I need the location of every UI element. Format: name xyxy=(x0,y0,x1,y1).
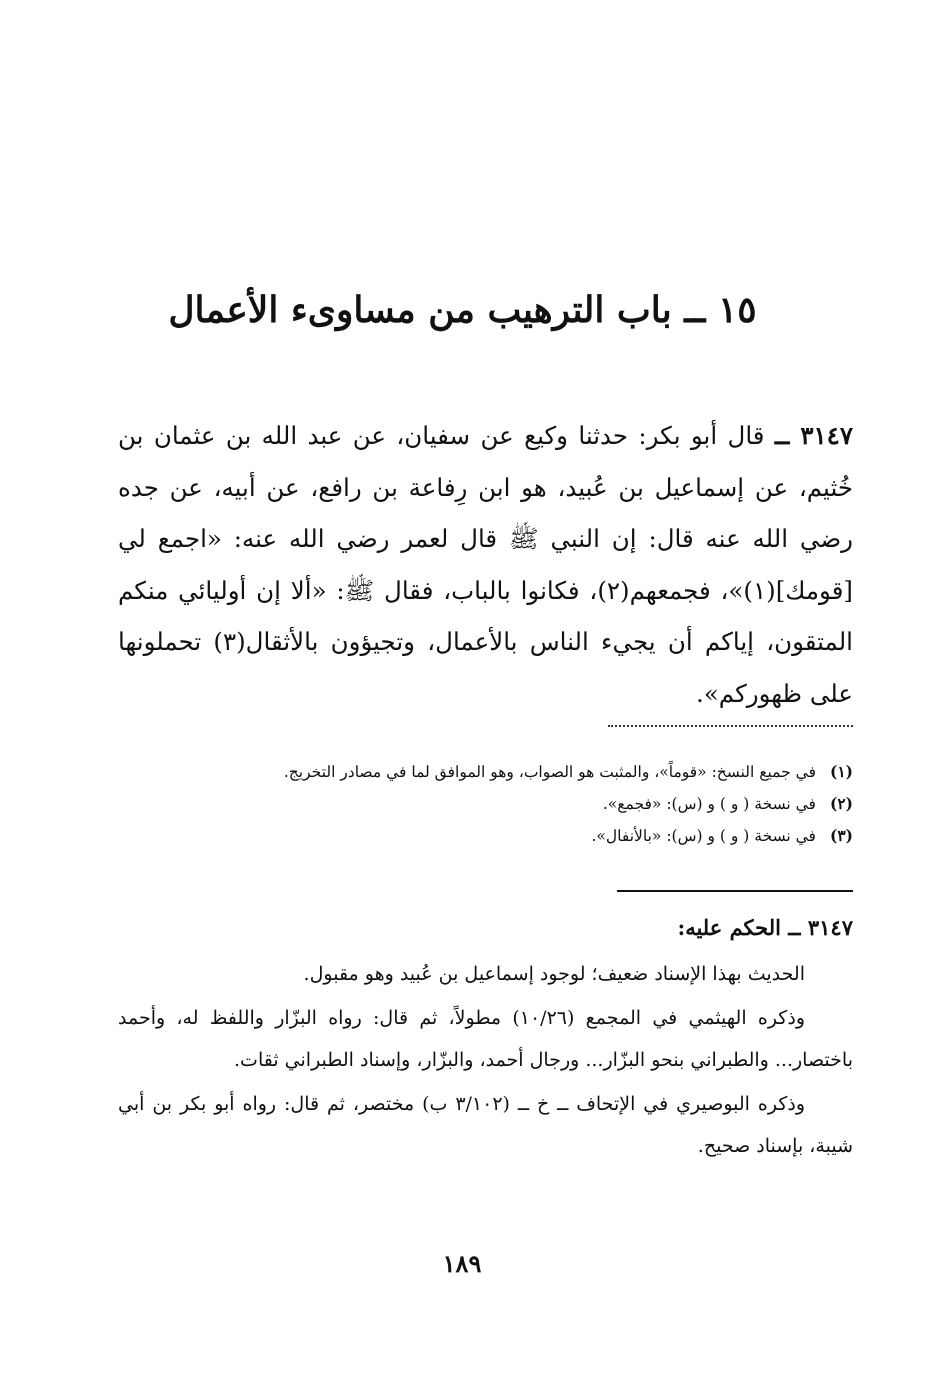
footnote-item xyxy=(150,756,853,788)
footnote-text: في جميع النسخ: «قوماً»، والمثبت هو الصواب، وهو الموافق لما في مصادر التخريج. xyxy=(283,763,816,781)
footnote-item xyxy=(150,788,853,820)
hadith-text: قال أبو بكر: حدثنا وكيع عن سفيان، عن عبد الله بن عثمان بن خُثيم، عن إسماعيل بن عُبيد، هو ابن رِفاعة بن رافع، عن أبيه، عن جده رضي الله عنه قال: إن النبي ﷺ قال لعمر رضي الله عنه: «اجمع لي [قومك](١)»، فجمعهم(٢)، فكانوا بالباب، فقال ﷺ: «ألا إن أوليائي منكم المتقون، إياكم أن يجيء الناس بالأعمال، وتجيؤون بالأثقال(٣) تحملونها على ظهوركم». xyxy=(118,421,853,708)
hadith-number: ٣١٤٧ ــ xyxy=(774,421,853,450)
footnote-dotted-divider xyxy=(608,725,853,727)
hadith-paragraph xyxy=(118,410,853,719)
footnotes-list xyxy=(150,756,853,852)
chapter-title: ١٥ ــ باب الترهيب من مساوىء الأعمال xyxy=(168,289,757,331)
ruling-commentary xyxy=(118,953,853,1169)
footnote-text: في نسخة ( و ) و (س): «فجمع». xyxy=(602,795,816,813)
footnote-item xyxy=(150,820,853,852)
commentary-paragraph: وذكره الهيثمي في المجمع (١٠/٢٦) مطولاً، ثم قال: رواه البزّار واللفظ له، وأحمد باختصار... والطبراني بنحو البزّار... ورجال أحمد، والبزّار، وإسناد الطبراني ثقات. xyxy=(118,1007,853,1071)
footnote-text: في نسخة ( و ) و (س): «بالأنفال». xyxy=(591,827,816,845)
section-separator-line xyxy=(617,890,853,892)
page-number: ١٨٩ xyxy=(442,1249,482,1278)
ruling-heading: ٣١٤٧ ــ الحكم عليه: xyxy=(677,915,853,940)
commentary-paragraph: وذكره البوصيري في الإتحاف ــ خ ــ (٣/١٠٢ ب) مختصر، ثم قال: رواه أبو بكر بن أبي شيبة، بإسناد صحيح. xyxy=(118,1093,853,1157)
footnote-number: (٢) xyxy=(829,794,853,813)
footnote-number: (٣) xyxy=(829,826,853,845)
commentary-paragraph: الحديث بهذا الإسناد ضعيف؛ لوجود إسماعيل بن عُبيد وهو مقبول. xyxy=(303,963,805,985)
footnote-number: (١) xyxy=(829,762,853,781)
